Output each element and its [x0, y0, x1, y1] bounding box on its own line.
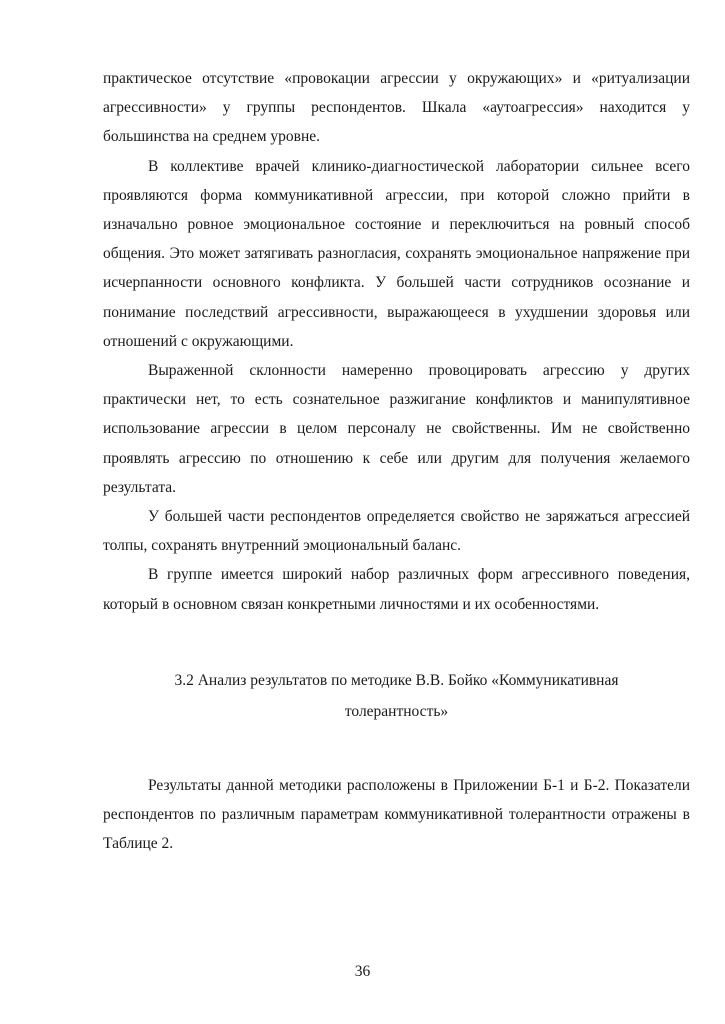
paragraph-communicative-aggression: В коллективе врачей клинико-диагностической лаборатории сильнее всего проявляются форма коммуникативной агрессии, при которой сложно прийти в изначально ровное эмоциональное состояние и переключиться на ровный способ общения. Это может затягивать разногласия, сохранять эмоциональное напряжение при исчерпанности основного конфликта. У большей части сотрудников осознание и понимание последствий агрессивности, выражающееся в ухудшении здоровья или отношений с окружающими. — [103, 157, 690, 350]
section-heading-line-1: 3.2 Анализ результатов по методике В.В. Бойко «Коммуникативная — [174, 671, 619, 689]
paragraph-results: Результаты данной методики расположены в Приложении Б-1 и Б-2. Показатели респондентов по различным параметрам коммуникативной толерантности отражены в Таблице 2. — [103, 776, 690, 853]
paragraph-crowd-aggression: У большей части респондентов определяется свойство не заряжаться агрессией толпы, сохранять внутренний эмоциональный баланс. — [103, 508, 690, 555]
page-number: 36 — [354, 963, 371, 980]
section-heading-line-2: толерантность» — [344, 702, 449, 720]
page-content — [103, 64, 690, 858]
section-heading — [103, 665, 690, 727]
paragraph-aggressive-forms: В группе имеется широкий набор различных форм агрессивного поведения, который в основном связан конкретными личностями и их особенностями. — [103, 566, 690, 613]
paragraph-continuation: практическое отсутствие «провокации агрессии у окружающих» и «ритуализации агрессивности» у группы респондентов. Шкала «аутоагрессия» находится у большинства на среднем уровне. — [103, 70, 690, 146]
paragraph-provocation: Выраженной склонности намеренно провоцировать агрессию у других практически нет, то есть сознательное разжигание конфликтов и манипулятивное использование агрессии в целом персоналу не свойственны. Им не свойственно проявлять агрессию по отношению к себе или другим для получения желаемого результата. — [103, 362, 690, 496]
